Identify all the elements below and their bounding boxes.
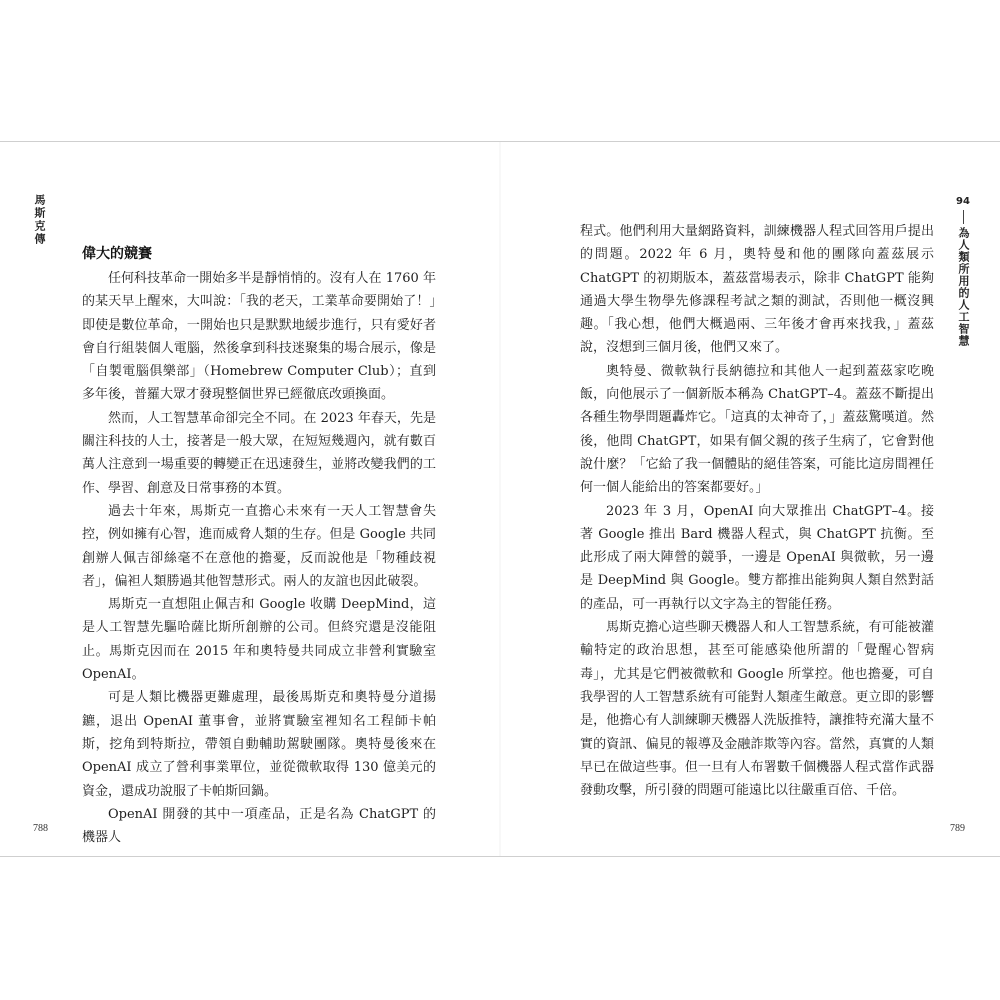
page-number-left: 788 [33,823,48,834]
left-page-text [82,267,436,849]
paragraph: 任何科技革命一開始多半是靜悄悄的。沒有人在 1760 年的某天早上醒來，大叫說：「我的老天，工業革命要開始了！」即使是數位革命，一開始也只是默默地緩步進行，只有愛好者會自行組裝個人電腦，然後拿到科技迷聚集的場合展示，像是「自製電腦俱樂部」（Homebrew Computer Club）；直到多年後，普羅大眾才發現整個世界已經徹底改頭換面。 [82,271,436,403]
page-number-right: 789 [950,823,965,834]
chapter-title: 為人類所用的人工智慧 [957,227,970,347]
chapter-number: 94 [956,196,970,207]
book-gutter [499,142,501,856]
paragraph: 2023 年 3 月，OpenAI 向大眾推出 ChatGPT–4。接著 Google 推出 Bard 機器人程式，與 ChatGPT 抗衡。至此形成了兩大陣營的競爭，一邊是 OpenAI 與微軟，另一邊是 DeepMind 與 Google。雙方都推出能夠與人類自然對話的產品，可一再執行以文字為主的智能任務。 [580,503,934,612]
book-spread [0,141,1000,857]
chapter-rule [963,210,964,224]
right-page-text [580,220,934,802]
paragraph: 過去十年來，馬斯克一直擔心未來有一天人工智慧會失控，例如擁有心智，進而威脅人類的生存。但是 Google 共同創辦人佩吉卻絲毫不在意他的擔憂，反而說他是「物種歧視者」，偏袒人類勝過其他智慧形式。兩人的友誼也因此破裂。 [82,503,436,589]
paragraph: 馬斯克一直想阻止佩吉和 Google 收購 DeepMind，這是人工智慧先驅哈薩比斯所創辦的公司。但終究還是沒能阻止。馬斯克因而在 2015 年和奧特曼共同成立非營利實驗室 OpenAI。 [82,597,436,683]
running-title: 馬斯克傳 [33,194,46,246]
paragraph: OpenAI 開發的其中一項產品，正是名為 ChatGPT 的機器人 [82,806,436,846]
paragraph: 然而，人工智慧革命卻完全不同。在 2023 年春天，先是關注科技的人士，接著是一般大眾，在短短幾週內，就有數百萬人注意到一場重要的轉變正在迅速發生，並將改變我們的工作、學習、創意及日常事務的本質。 [82,410,436,496]
section-heading: 偉大的競賽 [82,246,152,262]
paragraph: 奧特曼、微軟執行長納德拉和其他人一起到蓋茲家吃晚飯，向他展示了一個新版本稱為 ChatGPT–4。蓋茲不斷提出各種生物學問題轟炸它。「這真的太神奇了，」蓋茲驚嘆道。然後，他問 ChatGPT，如果有個父親的孩子生病了，它會對他說什麼？「它給了我一個體貼的絕佳答案，可能比這房間裡任何一個人能給出的答案都要好。」 [580,363,934,496]
paragraph: 可是人類比機器更難處理，最後馬斯克和奧特曼分道揚鑣，退出 OpenAI 董事會，並將實驗室裡知名工程師卡帕斯，挖角到特斯拉，帶領自動輔助駕駛團隊。奧特曼後來在 OpenAI 成立了營利事業單位，並從微軟取得 130 億美元的資金，還成功說服了卡帕斯回鍋。 [82,690,436,799]
chapter-marker [948,196,978,347]
paragraph: 馬斯克擔心這些聊天機器人和人工智慧系統，有可能被灌輸特定的政治思想，甚至可能感染他所謂的「覺醒心智病毒」，尤其是它們被微軟和 Google 所掌控。他也擔憂，可自我學習的人工智慧系統有可能對人類產生敵意。更立即的影響是，他擔心有人訓練聊天機器人洗版推特，讓推特充滿大量不實的資訊、偏見的報導及金融詐欺等內容。當然，真實的人類早已在做這些事。但一旦有人布署數千個機器人程式當作武器發動攻擊，所引發的問題可能遠比以往嚴重百倍、千倍。 [580,620,934,799]
paragraph: 程式。他們利用大量網路資料，訓練機器人程式回答用戶提出的問題。2022 年 6 月，奧特曼和他的團隊向蓋茲展示 ChatGPT 的初期版本，蓋茲當場表示，除非 ChatGPT 能夠通過大學生物學先修課程考試之類的測試，否則他一概沒興趣。「我心想，他們大概過兩、三年後才會再來找我，」蓋茲說，沒想到三個月後，他們又來了。 [580,224,934,356]
